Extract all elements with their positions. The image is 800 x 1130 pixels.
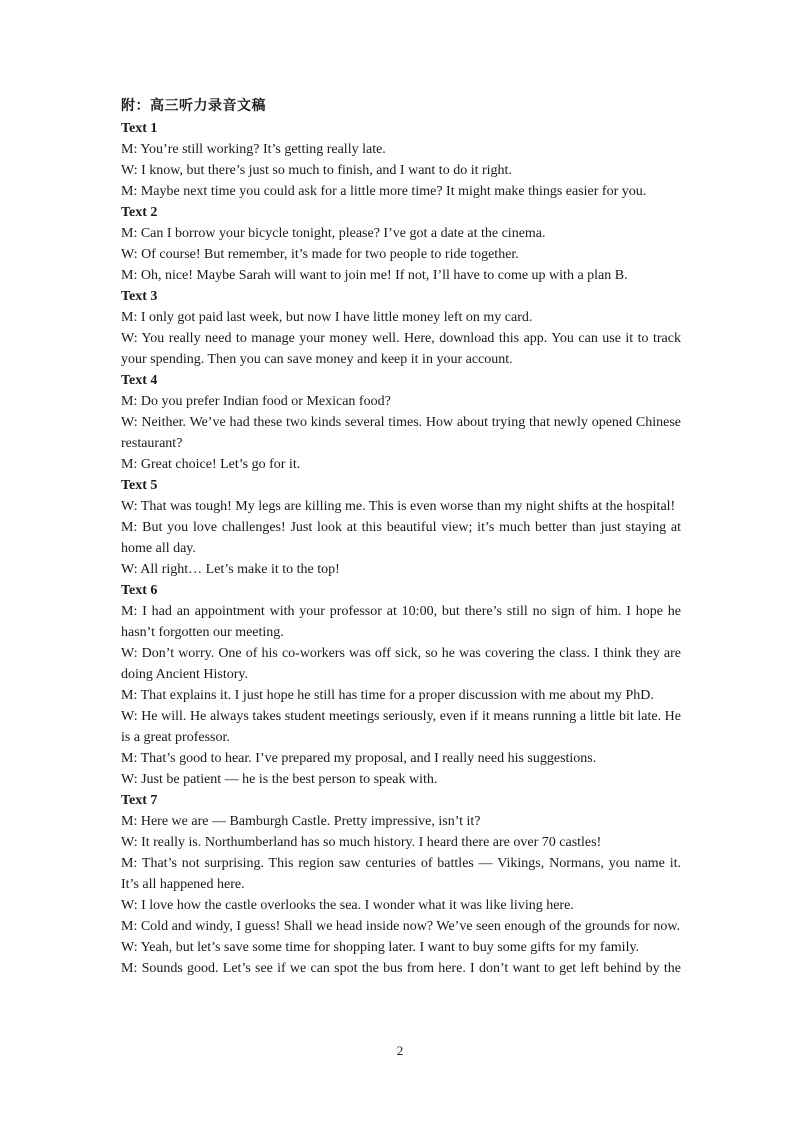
dialogue-line: W: Just be patient — he is the best person to speak with. bbox=[121, 772, 438, 787]
dialogue-line: M: Can I borrow your bicycle tonight, please? I’ve got a date at the cinema. bbox=[121, 226, 546, 241]
dialogue-line: W: Yeah, but let’s save some time for shopping later. I want to buy some gifts for my family. bbox=[121, 940, 640, 955]
dialogue-line: W: Neither. We’ve had these two kinds several times. How about trying that newly opened Chinese restaurant? bbox=[121, 415, 681, 451]
section-text-2 bbox=[121, 202, 681, 286]
dialogue-line: M: Cold and windy, I guess! Shall we head inside now? We’ve seen enough of the grounds for now. bbox=[121, 919, 681, 934]
dialogue-line: M: I had an appointment with your professor at 10:00, but there’s still no sign of him. I hope he hasn’t forgotten our meeting. bbox=[121, 604, 681, 640]
dialogue-line: M: Oh, nice! Maybe Sarah will want to join me! If not, I’ll have to come up with a plan B. bbox=[121, 268, 628, 283]
dialogue-line: M: Great choice! Let’s go for it. bbox=[121, 457, 301, 472]
section-text-1 bbox=[121, 118, 681, 202]
dialogue-line: M: Here we are — Bamburgh Castle. Pretty impressive, isn’t it? bbox=[121, 814, 481, 829]
section-text-7 bbox=[121, 790, 681, 979]
dialogue-line: W: Of course! But remember, it’s made for two people to ride together. bbox=[121, 247, 519, 262]
dialogue-line: W: He will. He always takes student meetings seriously, even if it means running a little bit late. He is a great professor. bbox=[121, 709, 681, 745]
dialogue-line: W: Don’t worry. One of his co-workers was off sick, so he was covering the class. I think they are doing Ancient History. bbox=[121, 646, 681, 682]
section-heading: Text 1 bbox=[121, 121, 158, 136]
dialogue-line: M: That explains it. I just hope he still has time for a proper discussion with me about my PhD. bbox=[121, 688, 654, 703]
dialogue-line: M: Maybe next time you could ask for a little more time? It might make things easier for you. bbox=[121, 184, 647, 199]
dialogue-line: W: I know, but there’s just so much to finish, and I want to do it right. bbox=[121, 163, 512, 178]
dialogue-line: M: That’s not surprising. This region saw centuries of battles — Vikings, Normans, you name it. It’s all happened here. bbox=[121, 856, 681, 892]
dialogue-line: M: Sounds good. Let’s see if we can spot the bus from here. I don’t want to get left behind by the bbox=[121, 961, 681, 976]
section-heading: Text 2 bbox=[121, 205, 158, 220]
dialogue-line: W: That was tough! My legs are killing me. This is even worse than my night shifts at the hospital! bbox=[121, 499, 676, 514]
dialogue-line: M: You’re still working? It’s getting really late. bbox=[121, 142, 386, 157]
dialogue-line: M: But you love challenges! Just look at this beautiful view; it’s much better than just staying at home all day. bbox=[121, 520, 681, 556]
section-heading: Text 7 bbox=[121, 793, 158, 808]
dialogue-line: M: That’s good to hear. I’ve prepared my proposal, and I really need his suggestions. bbox=[121, 751, 597, 766]
dialogue-line: M: Do you prefer Indian food or Mexican food? bbox=[121, 394, 391, 409]
section-text-6 bbox=[121, 580, 681, 790]
document-title: 附：高三听力录音文稿 bbox=[121, 98, 266, 114]
section-heading: Text 3 bbox=[121, 289, 158, 304]
section-text-4 bbox=[121, 370, 681, 475]
section-text-3 bbox=[121, 286, 681, 370]
dialogue-line: W: It really is. Northumberland has so much history. I heard there are over 70 castles! bbox=[121, 835, 602, 850]
dialogue-line: M: I only got paid last week, but now I have little money left on my card. bbox=[121, 310, 533, 325]
section-heading: Text 6 bbox=[121, 583, 158, 598]
page-number: 2 bbox=[396, 1043, 404, 1058]
section-text-5 bbox=[121, 475, 681, 580]
transcript-body bbox=[121, 97, 681, 979]
section-heading: Text 4 bbox=[121, 373, 158, 388]
section-heading: Text 5 bbox=[121, 478, 158, 493]
dialogue-line: W: I love how the castle overlooks the sea. I wonder what it was like living here. bbox=[121, 898, 574, 913]
dialogue-line: W: You really need to manage your money well. Here, download this app. You can use it to track your spending. Then you can save money and keep it in your account. bbox=[121, 331, 681, 367]
dialogue-line: W: All right… Let’s make it to the top! bbox=[121, 562, 340, 577]
